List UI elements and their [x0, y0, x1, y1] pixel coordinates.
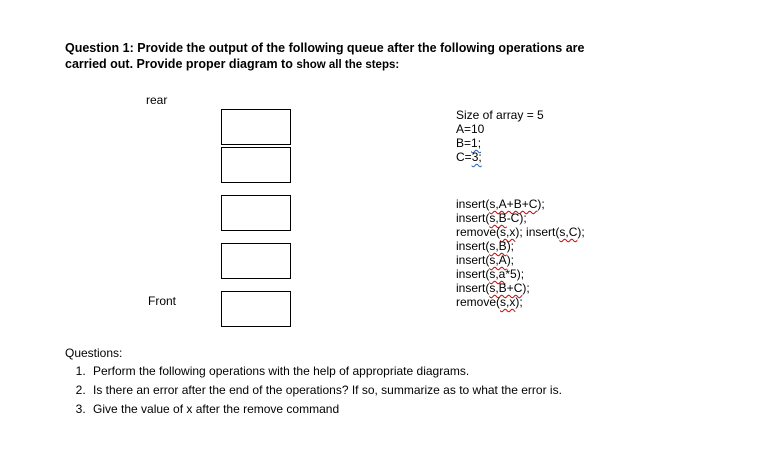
- operation-line: remove(s,x);: [456, 295, 523, 309]
- rear-label: rear: [146, 93, 168, 107]
- queue-cell: [221, 195, 291, 231]
- operation-line: insert(s,B);: [456, 239, 515, 253]
- question-line-1: Question 1: Provide the output of the following queue after the following operations are: [65, 41, 585, 55]
- front-label: Front: [148, 294, 177, 308]
- question-item: 2. Is there an error after the end of the operations? If so, summarize as to what the error is.: [89, 383, 562, 402]
- queue-cell: [221, 291, 291, 327]
- queue-cell: [221, 109, 291, 145]
- operations-list: [456, 197, 585, 309]
- array-params: [456, 108, 544, 164]
- questions-list: [65, 364, 562, 421]
- operation-line: remove(s,x); insert(s,C);: [456, 225, 585, 239]
- queue-cell: [221, 147, 291, 183]
- operation-line: insert(s,B-C);: [456, 211, 527, 225]
- param-a: A=10: [456, 122, 485, 136]
- operation-line: insert(s,B+C);: [456, 281, 530, 295]
- operation-line: insert(s,A);: [456, 253, 515, 267]
- operation-line: insert(s,A+B+C);: [456, 197, 545, 211]
- question-title: [65, 40, 584, 73]
- question-line-2-main: carried out. Provide proper diagram to: [65, 57, 293, 71]
- question-item: 1. Perform the following operations with the help of appropriate diagrams.: [89, 364, 562, 383]
- question-line-2-small: show all the steps:: [296, 59, 400, 71]
- param-c: C=3;: [456, 150, 482, 164]
- operation-line: insert(s,a*5);: [456, 267, 525, 281]
- questions-heading: Questions:: [65, 346, 123, 360]
- queue-cell: [221, 243, 291, 279]
- questions-section: [65, 346, 562, 421]
- array-size: Size of array = 5: [456, 108, 544, 122]
- question-item: 3. Give the value of x after the remove command: [89, 402, 562, 421]
- question-line-2: [65, 56, 584, 73]
- param-b: B=1;: [456, 136, 482, 150]
